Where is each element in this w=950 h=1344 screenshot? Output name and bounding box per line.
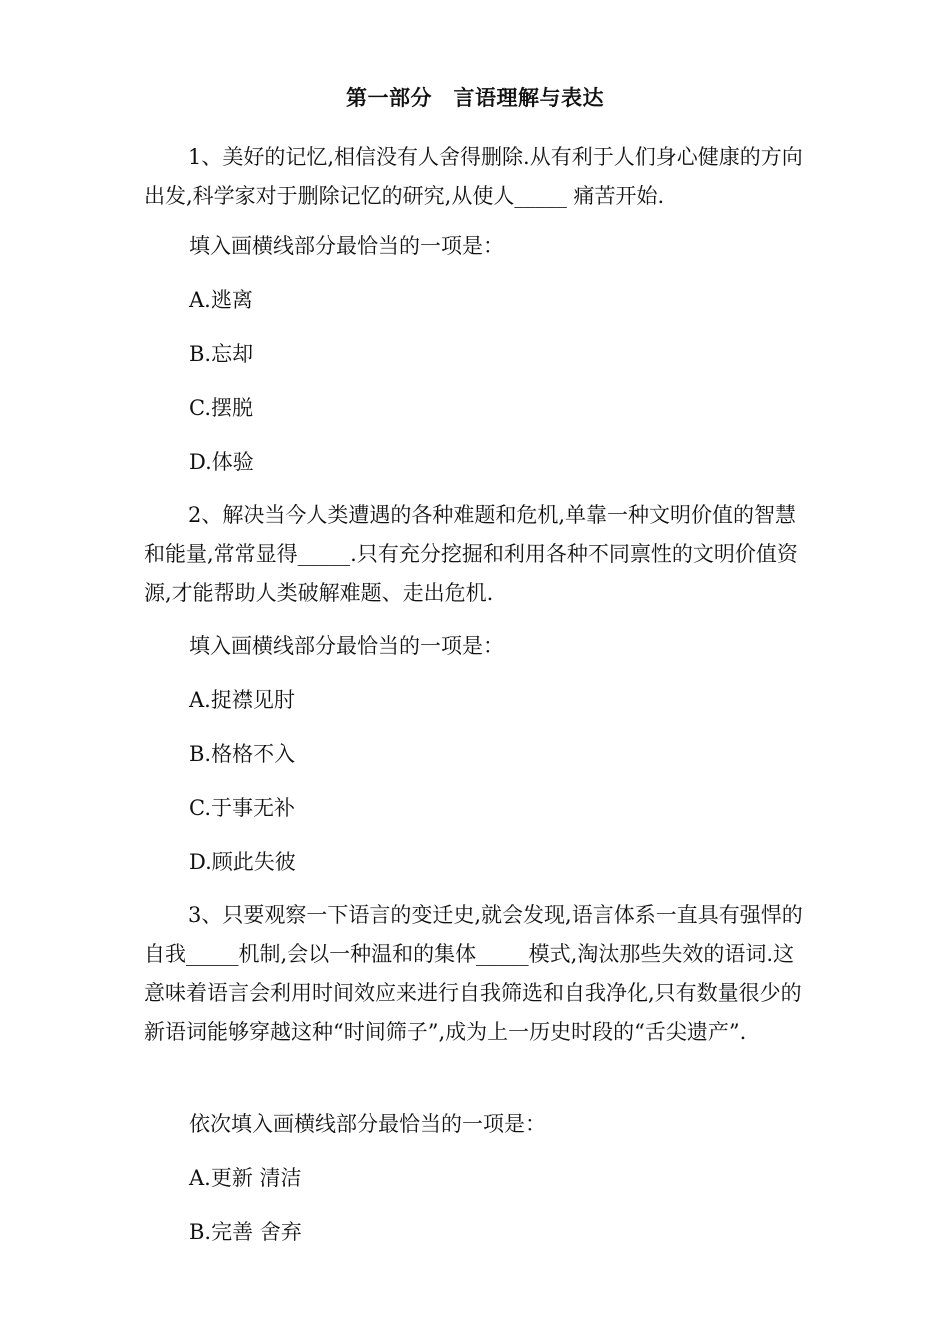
- question-3-option-a: A.更新 清洁: [189, 1166, 302, 1190]
- question-3-prompt: 依次填入画横线部分最恰当的一项是：: [189, 1112, 546, 1136]
- section-title: 第一部分 言语理解与表达: [346, 85, 604, 110]
- question-2-prompt: 填入画横线部分最恰当的一项是：: [189, 634, 504, 658]
- question-1-option-b: B.忘却: [189, 342, 254, 366]
- question-1-option-c: C.摆脱: [189, 396, 253, 420]
- question-2-option-d: D.顾此失彼: [189, 850, 296, 874]
- question-1-option-d: D.体验: [189, 450, 254, 474]
- question-3-stem: 3、只要观察一下语言的变迁史,就会发现,语言体系一直具有强悍的自我_____机制,会以一种温和的集体_____模式,淘汰那些失效的语词.这意味着语言会利用时间效应来进行自我筛选和自我净化,只有数量很少的新语词能够穿越这种“时间筛子”,成为上一历史时段的“舌尖遗产”.: [144, 903, 803, 1044]
- question-1-option-a: A.逃离: [189, 288, 253, 312]
- question-2-option-b: B.格格不入: [189, 742, 296, 766]
- question-2-option-c: C.于事无补: [189, 796, 295, 820]
- question-3-option-b: B.完善 舍弃: [189, 1220, 302, 1244]
- question-1-prompt: 填入画横线部分最恰当的一项是：: [189, 234, 504, 258]
- question-2-option-a: A.捉襟见肘: [189, 688, 295, 712]
- question-2-stem: 2、解决当今人类遭遇的各种难题和危机,单靠一种文明价值的智慧和能量,常常显得_____.只有充分挖掘和利用各种不同禀性的文明价值资源,才能帮助人类破解难题、走出危机.: [144, 503, 798, 605]
- question-1-stem: 1、美好的记忆,相信没有人舍得删除.从有利于人们身心健康的方向出发,科学家对于删除记忆的研究,从使人_____ 痛苦开始.: [144, 145, 803, 208]
